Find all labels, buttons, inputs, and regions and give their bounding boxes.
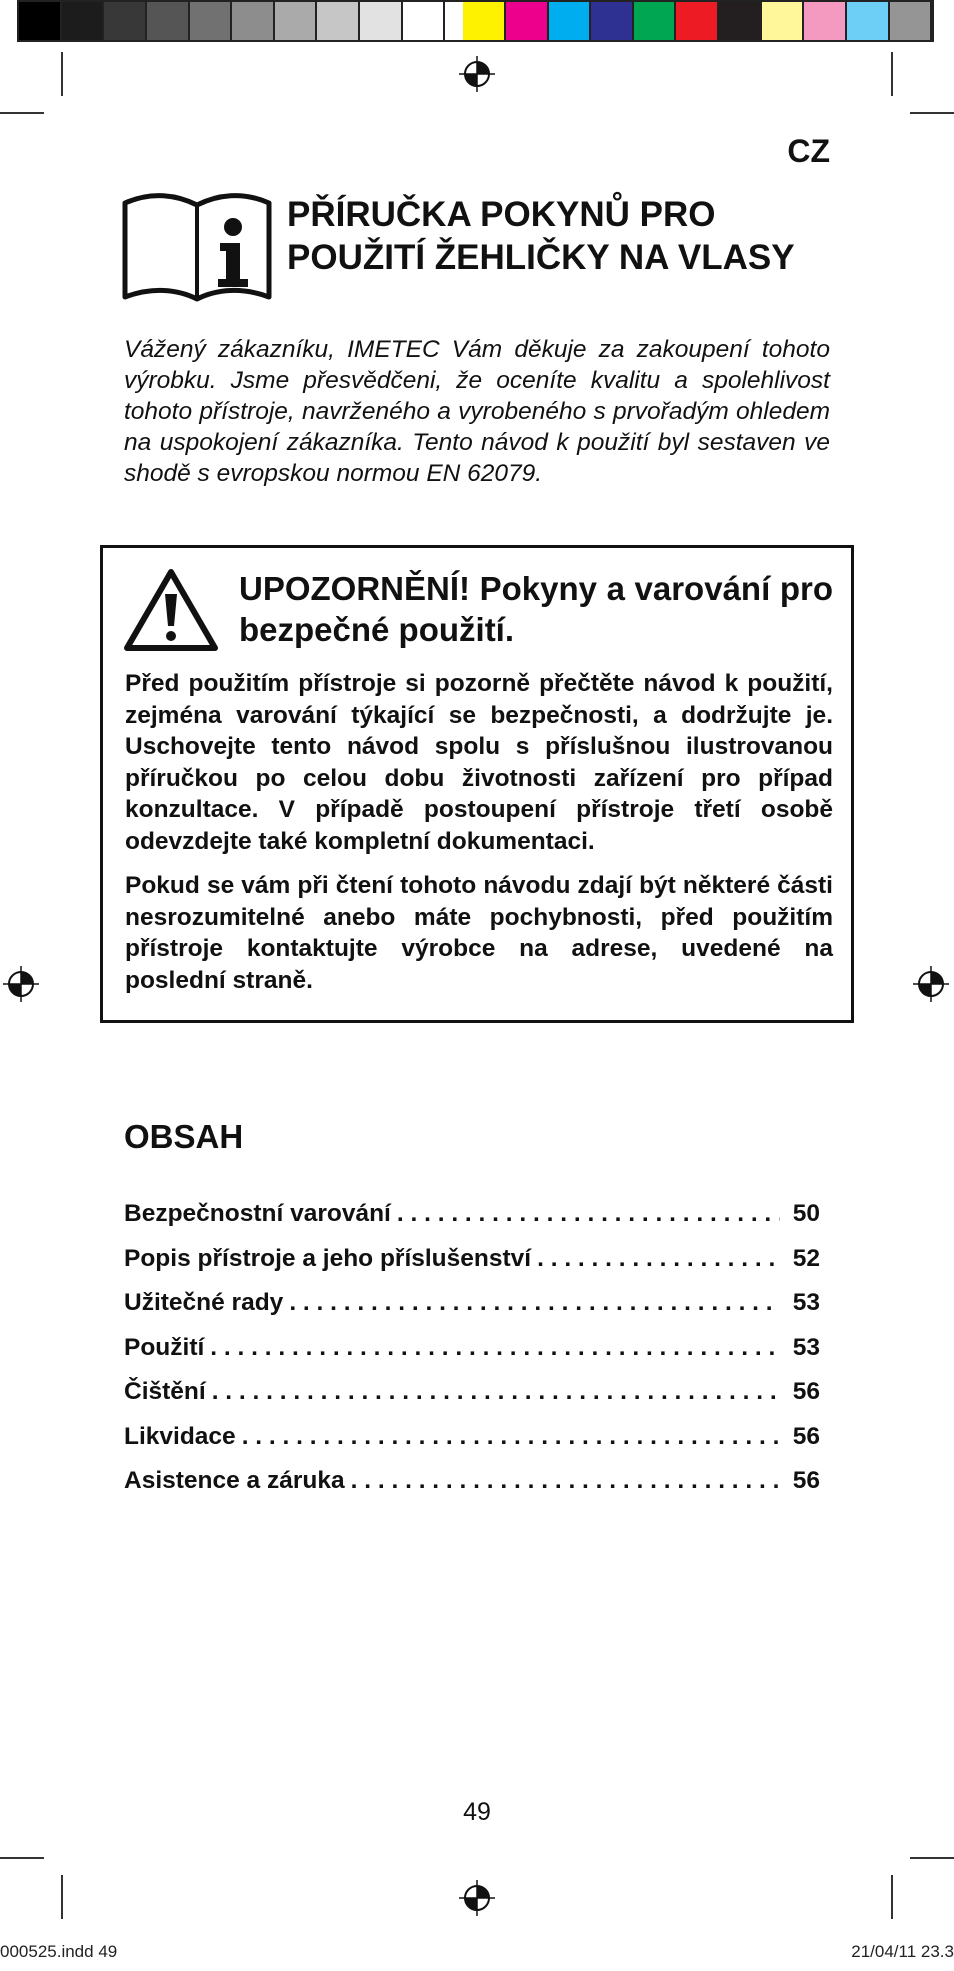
language-code: CZ: [787, 133, 830, 169]
toc-leader-dots: [537, 1245, 780, 1273]
intro-paragraph: Vážený zákazníku, IMETEC Vám děkuje za zakoupení tohoto výrobku. Jsme přesvědčeni, že oceníte kvalitu a spolehlivost tohoto přístroje, navrženého a vyrobeného s prvořadým ohledem na uspokojení zákazníka. Tento návod k použití byl sestaven ve shodě s evropskou normou EN 62079.: [124, 336, 830, 487]
warning-paragraph-1: Před použitím přístroje si pozorně přečtěte návod k použití, zejména varování týkající se bezpečnosti, a dodržujte je. Uschovejte tento návod spolu s příslušnou ilustrovanou příručkou po celou dobu životnosti zařízení pro případ konzultace. V případě postoupení přístroje třetí osobě odevzdejte také kompletní dokumentaci.: [125, 670, 833, 855]
color-swatch: [403, 2, 446, 40]
footer-date-info: 21/04/11 23.3: [851, 1942, 954, 1961]
warning-paragraph-2: Pokud se vám při čtení tohoto návodu zdají být některé části nesrozumitelné anebo máte pochybnosti, před použitím přístroje kontaktujte výrobce na adrese, uvedené na poslední straně.: [125, 872, 833, 994]
color-swatch: [19, 2, 62, 40]
safety-warning-box: [100, 545, 854, 1023]
toc-entry-page: 53: [792, 1333, 820, 1361]
toc-entry-label: Bezpečnostní varování: [124, 1200, 391, 1227]
footer-file-info: 000525.indd 49: [0, 1942, 118, 1961]
toc-entry-page: 53: [792, 1289, 820, 1316]
color-swatch: [762, 2, 805, 40]
toc-entry-label: Čištění: [124, 1378, 206, 1405]
color-swatch: [275, 2, 318, 40]
crop-mark: [61, 52, 63, 96]
registration-mark-icon: [459, 1880, 495, 1916]
color-swatch: [463, 2, 506, 40]
color-swatch: [676, 2, 719, 40]
crop-mark: [0, 1857, 44, 1859]
toc-entry-page: 56: [792, 1422, 820, 1450]
crop-mark: [61, 1875, 63, 1919]
color-bar-gap: [445, 2, 463, 40]
toc-leader-dots: [289, 1289, 780, 1317]
title-line-1: PŘÍRUČKA POKYNŮ PRO: [287, 195, 716, 234]
color-swatch: [634, 2, 677, 40]
color-swatch: [104, 2, 147, 40]
toc-entry: [124, 1378, 820, 1423]
toc-entry: [124, 1467, 820, 1512]
toc-entry-label: Popis přístroje a jeho příslušenství: [124, 1244, 532, 1272]
toc-entry-page: 56: [792, 1467, 820, 1494]
color-swatch: [804, 2, 847, 40]
toc-leader-dots: [210, 1334, 780, 1362]
crop-mark: [0, 112, 44, 114]
registration-mark-icon: [459, 56, 495, 92]
crop-mark: [910, 112, 954, 114]
toc-entry-page: 56: [792, 1378, 820, 1405]
table-of-contents: [124, 1200, 820, 1512]
color-swatch: [506, 2, 549, 40]
color-swatch: [190, 2, 233, 40]
toc-entry: [124, 1245, 820, 1290]
crop-mark: [891, 52, 893, 96]
toc-leader-dots: [351, 1467, 780, 1495]
color-swatch: [147, 2, 190, 40]
registration-mark-icon: [3, 966, 39, 1002]
color-swatch: [549, 2, 592, 40]
color-swatch: [360, 2, 403, 40]
toc-leader-dots: [242, 1423, 780, 1451]
toc-heading: OBSAH: [124, 1118, 244, 1155]
toc-leader-dots: [212, 1378, 780, 1406]
toc-leader-dots: [397, 1200, 780, 1228]
crop-mark: [910, 1857, 954, 1859]
color-swatch: [232, 2, 275, 40]
toc-entry-label: Likvidace: [124, 1422, 236, 1450]
toc-entry: [124, 1200, 820, 1245]
toc-entry: [124, 1334, 820, 1379]
toc-entry: [124, 1423, 820, 1468]
warning-title: UPOZORNĚNÍ! Pokyny a varování pro bezpečné použití.: [239, 570, 833, 648]
color-swatch: [847, 2, 890, 40]
color-swatch: [317, 2, 360, 40]
crop-mark: [891, 1875, 893, 1919]
color-swatch: [62, 2, 105, 40]
toc-entry-label: Užitečné rady: [124, 1289, 284, 1316]
page-title: [287, 193, 795, 279]
warning-triangle-icon: [123, 566, 219, 654]
toc-entry-label: Asistence a záruka: [124, 1467, 345, 1494]
title-line-2: POUŽITÍ ŽEHLIČKY NA VLASY: [287, 238, 795, 277]
color-swatch: [591, 2, 634, 40]
toc-entry-page: 52: [792, 1244, 820, 1272]
registration-mark-icon: [913, 966, 949, 1002]
page-number: 49: [463, 1798, 491, 1826]
toc-entry-label: Použití: [124, 1333, 205, 1361]
toc-entry: [124, 1289, 820, 1334]
instruction-book-icon: [122, 191, 272, 303]
color-swatch: [719, 2, 762, 40]
color-swatch: [890, 2, 933, 40]
color-calibration-bar: [17, 0, 934, 42]
toc-entry-page: 50: [792, 1200, 820, 1227]
